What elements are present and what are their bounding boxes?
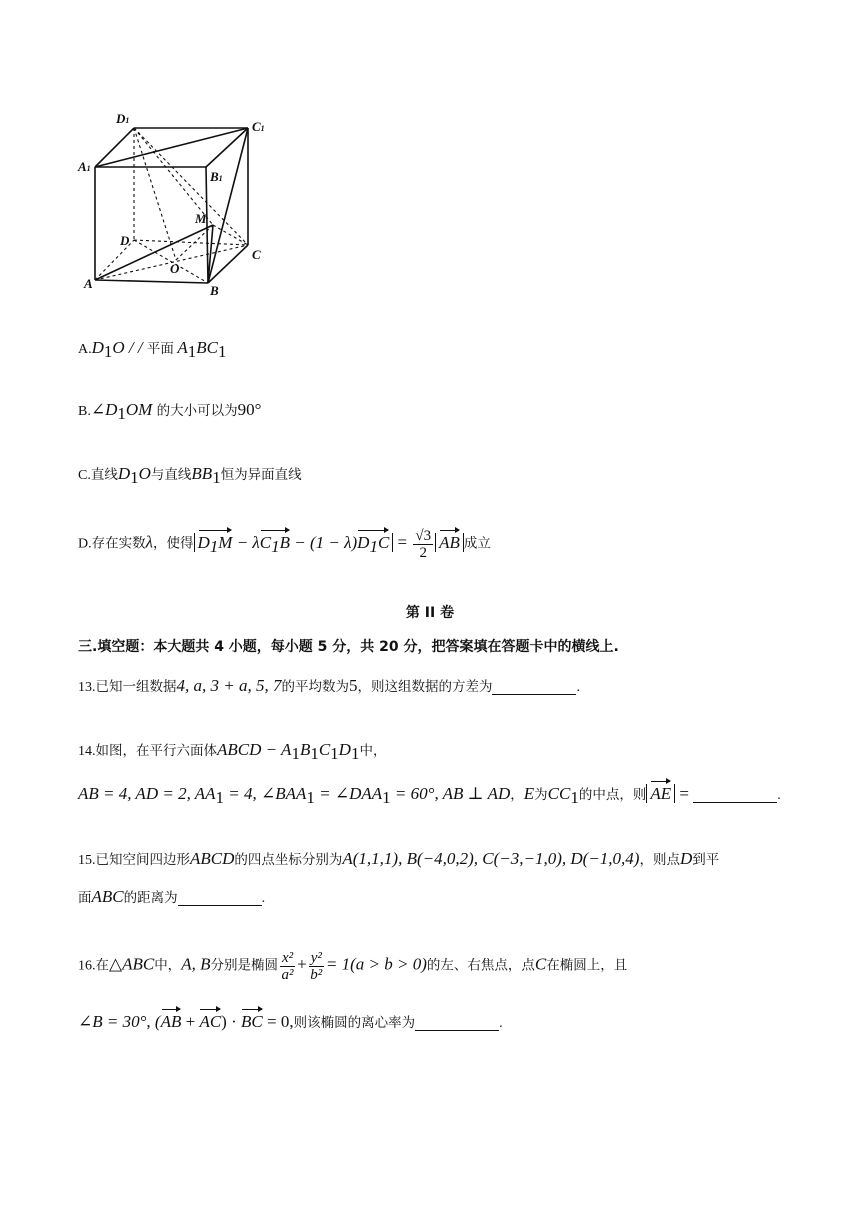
- svg-text:C1: C1: [252, 119, 265, 134]
- vector-expression-abs: $D_1M - \lambda C_1B - (1 - \lambda)D_1C$: [194, 533, 394, 552]
- answer-blank[interactable]: [693, 786, 777, 803]
- svg-text:A: A: [84, 276, 93, 291]
- cube-diagram: [70, 105, 290, 305]
- svg-text:A1: A1: [78, 159, 91, 174]
- svg-text:B: B: [210, 283, 219, 298]
- question-15-line1: 15.已知空间四边形ABCD的四点坐标分别为A(1,1,1), B(−4,0,2), C(−3,−1,0), D(−1,0,4)，则点D到平: [78, 849, 720, 868]
- svg-text:C: C: [252, 247, 261, 262]
- answer-blank[interactable]: [492, 678, 576, 695]
- svg-text:B1: B1: [210, 169, 223, 184]
- option-b: $B.\angle D_1OM$ 的大小可以为90°: [78, 400, 262, 423]
- option-a: $A.D_1O$ / / 平面 $A_1BC_1$: [78, 338, 227, 361]
- section-heading: 三.填空题：本大题共 4 小题，每小题 5 分，共 20 分，把答案填在答题卡中的横线上.: [78, 639, 619, 655]
- sqrt3-over-2: $\frac{√3}{2}$: [415, 528, 432, 561]
- svg-text:D1: D1: [116, 111, 130, 126]
- svg-text:O: O: [170, 261, 180, 276]
- question-16-line2: ∠B = 30°, (AB + AC) · BC = 0,则该椭圆的离心率为 .: [78, 1008, 503, 1038]
- section-title: 第 II 卷: [405, 605, 455, 621]
- question-16-line1: 16.在△ABC中，A, B分别是椭圆 $\frac{\text{x²}}{\text{a²}}$ + $\frac{\text{y²}}{\text{b²}}$ = 1(a > b > 0)的左、右焦点，点C在椭圆上，且: [78, 950, 628, 983]
- answer-blank[interactable]: [415, 1014, 499, 1031]
- option-c: C.直线$D_1O$与直线$BB_1$恒为异面直线: [78, 464, 302, 487]
- svg-text:D: D: [120, 233, 130, 248]
- option-d: D.存在实数λ，使得 $D_1M - \lambda C_1B - (1 - \lambda)D_1C$ = $\frac{√3}{2}$ AB 成立: [78, 528, 491, 561]
- svg-text:M: M: [195, 211, 207, 226]
- question-14-line2: AB = 4, AD = 2, $AA_1 = 4$, $\angle BAA_1$ = $\angle DAA_1 = 60^\circ$, AB ⊥ AD，E为$CC_1$的中点，则 AE = .: [78, 780, 781, 812]
- answer-blank[interactable]: [178, 889, 262, 906]
- cube-figure: [70, 105, 290, 305]
- question-13: 13.已知一组数据4, a, 3 + a, 5, 7的平均数为5，则这组数据的方差为 .: [78, 676, 580, 695]
- question-15-line2: 面ABC的距离为 .: [78, 887, 266, 906]
- question-14-line1: 14.如图，在平行六面体ABCD − $A_1B_1C_1D_1$中，: [78, 740, 387, 763]
